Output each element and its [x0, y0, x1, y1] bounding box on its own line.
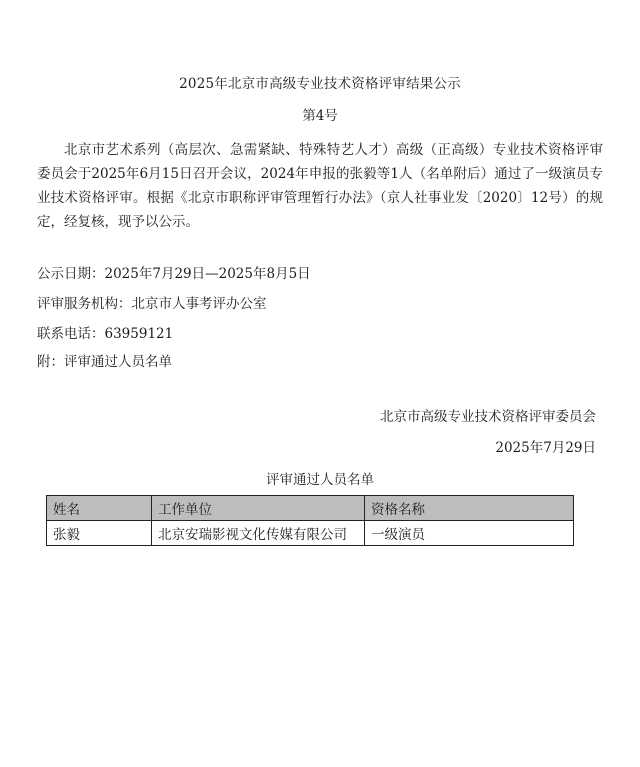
cell-employer: 北京安瑞影视文化传媒有限公司 [152, 521, 365, 546]
roster-table [46, 495, 574, 546]
contact-phone: 联系电话：63959121 [37, 326, 174, 342]
table-row [47, 521, 574, 546]
header-qualification: 资格名称 [365, 496, 574, 521]
notice-number: 第4号 [302, 108, 338, 124]
table-header-row [47, 496, 574, 521]
attachment-note: 附：评审通过人员名单 [37, 354, 172, 370]
service-org: 评审服务机构：北京市人事考评办公室 [37, 296, 267, 312]
header-employer: 工作单位 [152, 496, 365, 521]
cell-name: 张毅 [47, 521, 152, 546]
notice-title: 2025年北京市高级专业技术资格评审结果公示 [179, 76, 461, 92]
signature-date: 2025年7月29日 [495, 440, 596, 456]
header-name: 姓名 [47, 496, 152, 521]
roster-title: 评审通过人员名单 [266, 472, 374, 488]
cell-qualification: 一级演员 [365, 521, 574, 546]
publicity-period: 公示日期：2025年7月29日—2025年8月5日 [37, 266, 311, 282]
signature-org: 北京市高级专业技术资格评审委员会 [380, 409, 596, 425]
notice-body: 北京市艺术系列（高层次、急需紧缺、特殊特艺人才）高级（正高级）专业技术资格评审委员会于2025年6月15日召开会议，2024年申报的张毅等1人（名单附后）通过了一级演员专业技术资格评审。根据《北京市职称评审管理暂行办法》（京人社事业发〔2020〕12号）的规定，经复核，现予以公示。 [37, 142, 603, 230]
